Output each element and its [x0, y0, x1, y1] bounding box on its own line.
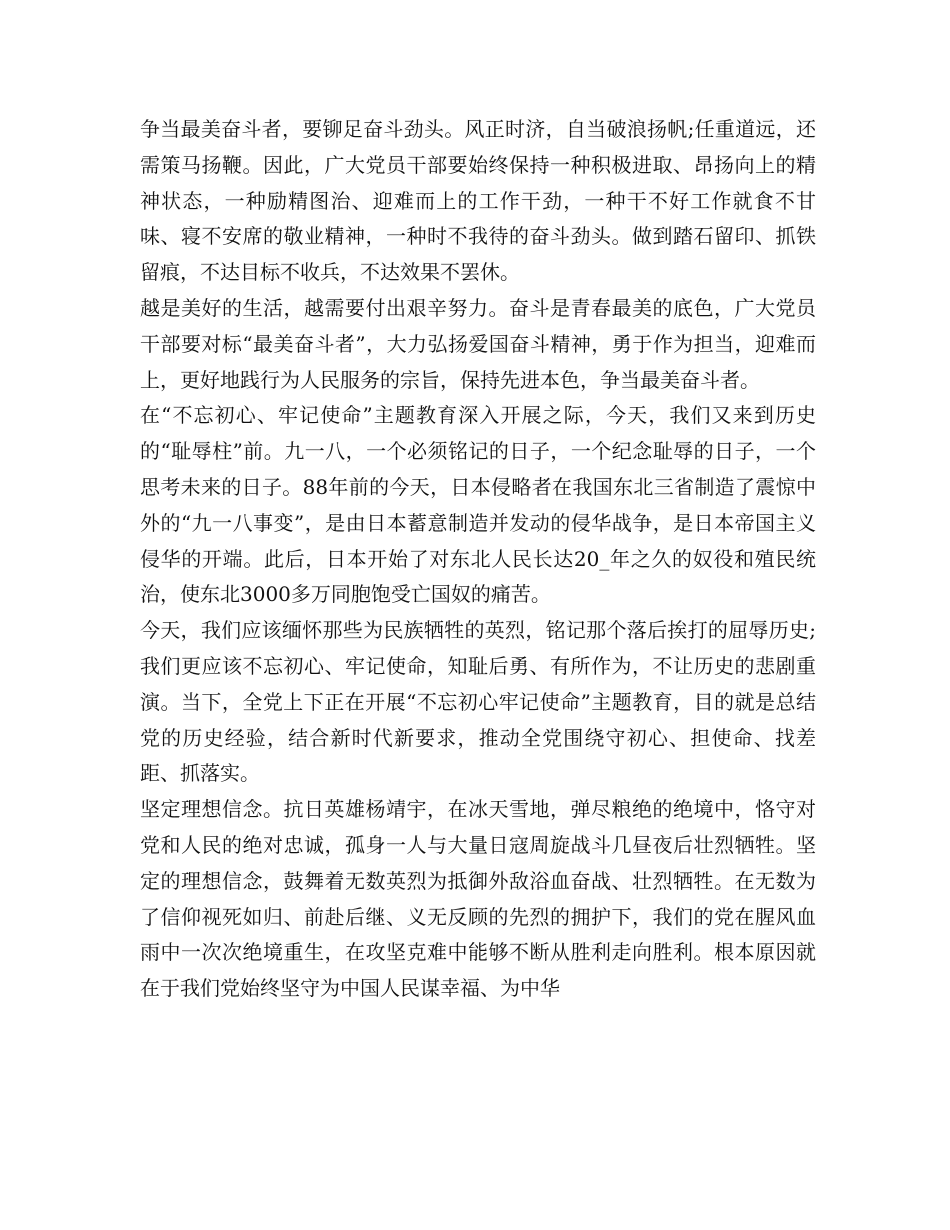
- document-body: [140, 112, 816, 1007]
- paragraph-striving: 争当最美奋斗者，要铆足奋斗劲头。风正时济，自当破浪扬帆;任重道远，还需策马扬鞭。因此，广大党员干部要始终保持一种积极进取、昂扬向上的精神状态，一种励精图治、迎难而上的工作干劲，一种干不好工作就食不甘味、寝不安席的敬业精神，一种时不我待的奋斗劲头。做到踏石留印、抓铁留痕，不达目标不收兵，不达效果不罢休。: [140, 117, 816, 285]
- paragraph-remember-history: 今天，我们应该缅怀那些为民族牺牲的英烈，铭记那个落后挨打的屈辱历史;我们更应该不忘初心、牢记使命，知耻后勇、有所作为，不让历史的悲剧重演。当下，全党上下正在开展“不忘初心牢记使命”主题教育，目的就是总结党的历史经验，结合新时代新要求，推动全党围绕守初心、担使命、找差距、抓落实。: [140, 618, 816, 786]
- paragraph-best-strivers: 越是美好的生活，越需要付出艰辛努力。奋斗是青春最美的底色，广大党员干部要对标“最美奋斗者”，大力弘扬爱国奋斗精神，勇于作为担当，迎难而上，更好地践行为人民服务的宗旨，保持先进本色，争当最美奋斗者。: [140, 295, 816, 392]
- paragraph-september-18: 在“不忘初心、牢记使命”主题教育深入开展之际，今天，我们又来到历史的“耻辱柱”前。九一八，一个必须铭记的日子，一个纪念耻辱的日子，一个思考未来的日子。88年前的今天，日本侵略者在我国东北三省制造了震惊中外的“九一八事变”，是由日本蓄意制造并发动的侵华战争，是日本帝国主义侵华的开端。此后，日本开始了对东北人民长达20_年之久的奴役和殖民统治，使东北3000多万同胞饱受亡国奴的痛苦。: [140, 403, 816, 607]
- paragraph-firm-ideals: 坚定理想信念。抗日英雄杨靖宇，在冰天雪地，弹尽粮绝的绝境中，恪守对党和人民的绝对忠诚，孤身一人与大量日寇周旋战斗几昼夜后壮烈牺牲。坚定的理想信念，鼓舞着无数英烈为抵御外敌浴血奋战、壮烈牺牲。在无数为了信仰视死如归、前赴后继、义无反顾的先烈的拥护下，我们的党在腥风血雨中一次次绝境重生，在攻坚克难中能够不断从胜利走向胜利。根本原因就在于我们党始终坚守为中国人民谋幸福、为中华: [140, 797, 816, 1001]
